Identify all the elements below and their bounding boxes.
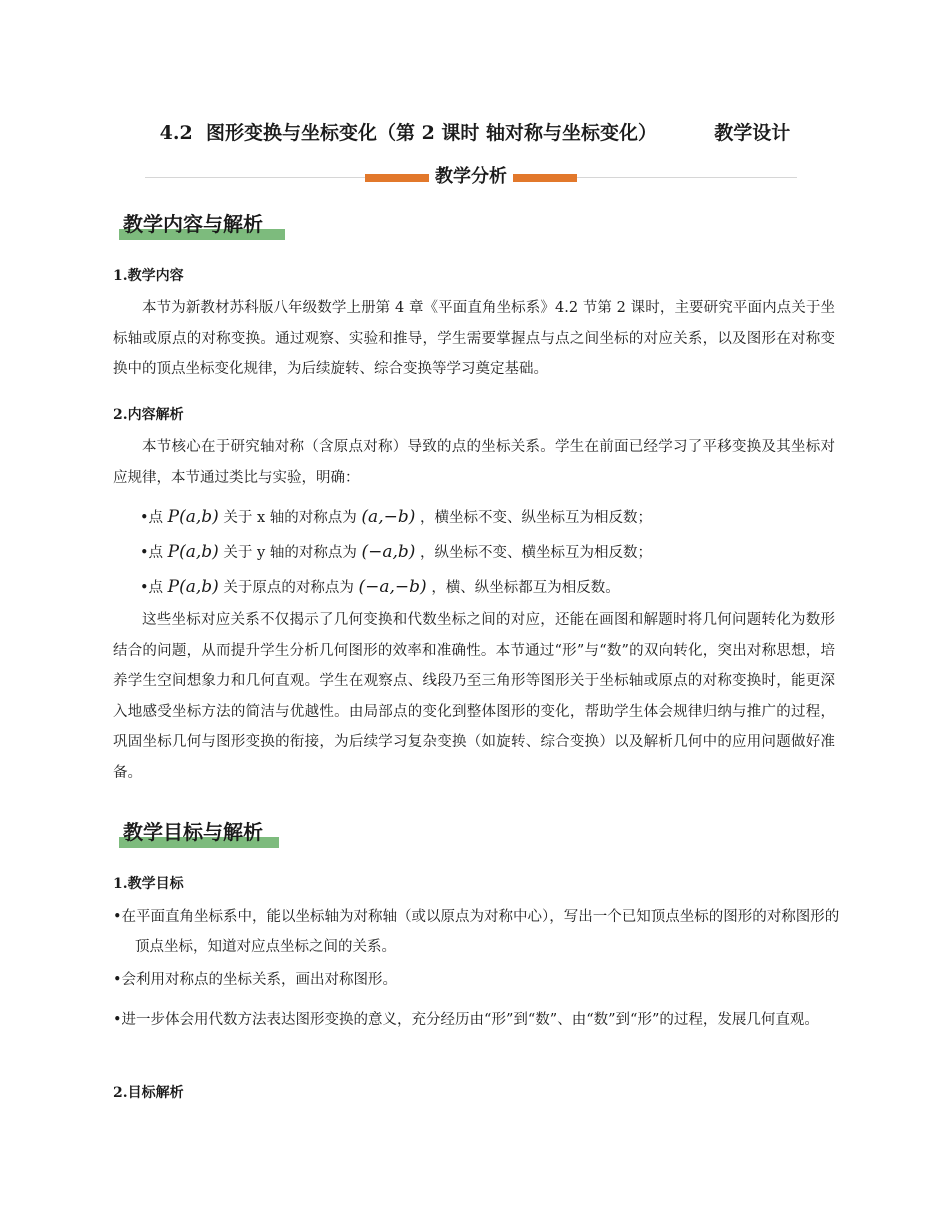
math-image: (−a,−b) [358,577,427,597]
section-banner [145,165,797,191]
title-main: 图形变换与坐标变化（第 2 课时 轴对称与坐标变化） [205,122,658,144]
goal-item: •会利用对称点的坐标关系，画出对称图形。 [113,972,398,988]
goal-item: •在平面直角坐标系中，能以坐标轴为对称轴（或以原点为对称中心），写出一个已知顶点坐标的图形的对称图形的顶点坐标，知道对应点坐标之间的关系。 [113,909,840,955]
paragraph-content: 本节为新教材苏科版八年级数学上册第 4 章《平面直角坐标系》4.2 节第 2 课时，主要研究平面内点关于坐标轴或原点的对称变换。通过观察、实验和推导，学生需要掌握点与点之间坐标的对应关系，以及图形在对称变换中的顶点坐标变化规律，为后续旋转、综合变换等学习奠定基础。 [113,300,835,377]
title-suffix: 教学设计 [714,122,791,144]
paragraph-analysis: 本节核心在于研究轴对称（含原点对称）导致的点的坐标关系。学生在前面已经学习了平移变换及其坐标对应规律，本节通过类比与实验，明确： [113,439,835,486]
heading-text: 教学内容与解析 [123,212,263,236]
math-point: P(a,b) [167,577,219,597]
goal-item: •进一步体会用代数方法表达图形变换的意义，充分经历由“形”到“数”、由“数”到“形”的过程，发展几何直观。 [113,1012,819,1028]
banner-bar-right [513,174,577,182]
math-point: P(a,b) [167,507,219,527]
paragraph-significance: 这些坐标对应关系不仅揭示了几何变换和代数坐标之间的对应，还能在画图和解题时将几何问题转化为数形结合的问题，从而提升学生分析几何图形的效率和准确性。本节通过“形”与“数”的双向转化，突出对称思想，培养学生空间想象力和几何直观。学生在观察点、线段乃至三角形等图形关于坐标轴或原点的对称变换时，能更深入地感受坐标方法的简洁与优越性。由局部点的变化到整体图形的变化，帮助学生体会规律归纳与推广的过程，巩固坐标几何与图形变换的衔接，为后续学习复杂变换（如旋转、综合变换）以及解析几何中的应用问题做好准备。 [113,612,835,781]
title-number: 4.2 [159,122,193,144]
math-image: (−a,b) [361,542,416,562]
math-point: P(a,b) [167,542,219,562]
bullet-y-axis: •点 P(a,b) 关于 y 轴的对称点为 (−a,b) ，纵坐标不变、横坐标互为相反数； [140,542,652,562]
page-title [0,118,950,145]
section-heading-goals [119,818,267,848]
subheading-goals: 1.教学目标 [113,876,184,892]
math-image: (a,−b) [361,507,416,527]
subheading-content: 1.教学内容 [113,268,184,284]
subheading-goal-analysis: 2.目标解析 [113,1085,184,1101]
banner-label: 教学分析 [429,165,513,189]
bullet-x-axis: •点 P(a,b) 关于 x 轴的对称点为 (a,−b) ，横坐标不变、纵坐标互为相反数； [140,507,652,527]
banner-bar-left [365,174,429,182]
section-heading-content [119,210,267,240]
heading-text: 教学目标与解析 [123,820,263,844]
subheading-analysis: 2.内容解析 [113,407,184,423]
bullet-origin: •点 P(a,b) 关于原点的对称点为 (−a,−b) ，横、纵坐标都互为相反数。 [140,577,620,597]
